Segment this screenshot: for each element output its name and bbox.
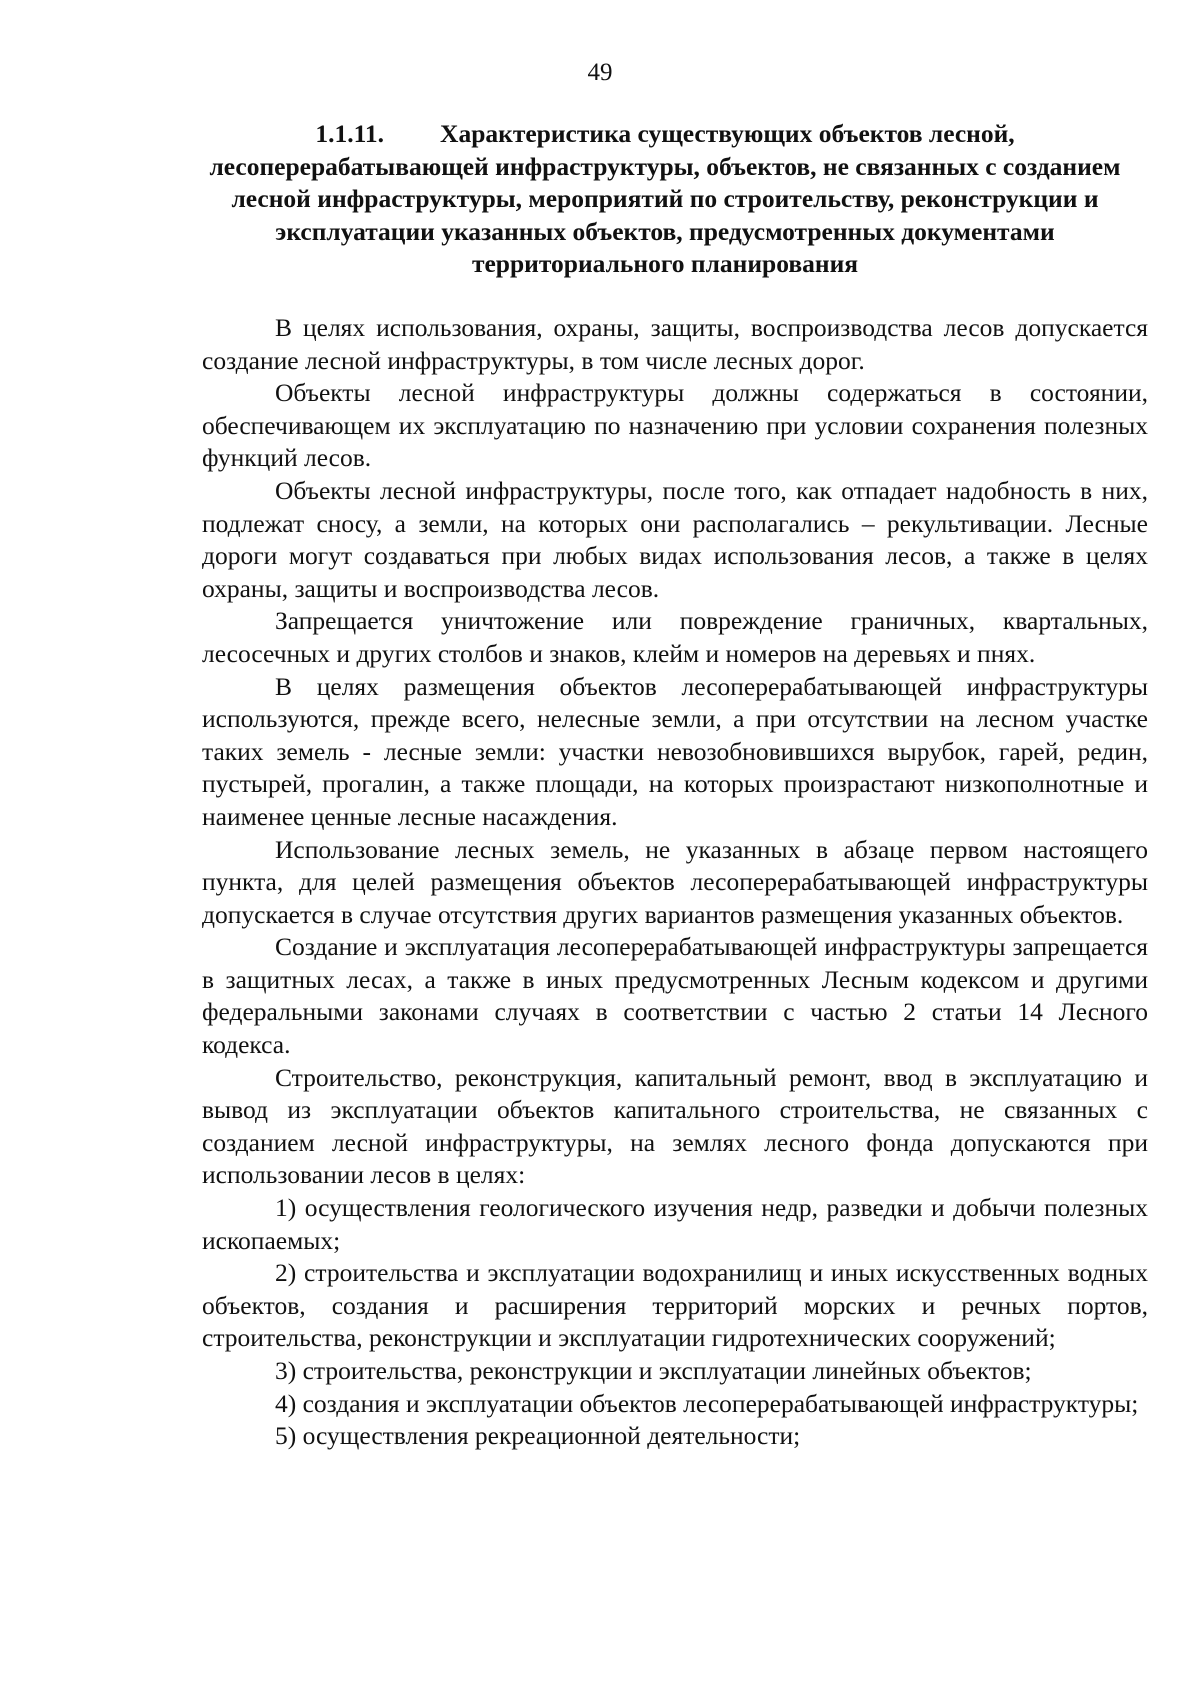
list-item: 4) создания и эксплуатации объектов лесоперерабатывающей инфраструктуры; [275, 1388, 1139, 1418]
paragraph: Запрещается уничтожение или повреждение граничных, квартальных, лесосечных и других столбов и знаков, клейм и номеров на деревьях и пнях. [202, 606, 1148, 668]
list-item: 2) строительства и эксплуатации водохранилищ и иных искусственных водных объектов, создания и расширения территорий морских и речных портов, строительства, реконструкции и эксплуатации гидротехнических сооружений; [202, 1258, 1148, 1353]
list-item: 3) строительства, реконструкции и эксплуатации линейных объектов; [275, 1356, 1032, 1385]
list-item: 5) осуществления рекреационной деятельности; [275, 1421, 801, 1451]
paragraph: Строительство, реконструкция, капитальный ремонт, ввод в эксплуатацию и вывод из эксплуатации объектов капитального строительства, не связанных с созданием лесной инфраструктуры, на землях лесного фонда допускаются при использовании лесов в целях: [202, 1062, 1148, 1190]
section-heading [205, 118, 1125, 281]
paragraph: Создание и эксплуатация лесоперерабатывающей инфраструктуры запрещается в защитных лесах, а также в иных предусмотренных Лесным кодексом и другими федеральными законами случаях в соответствии с частью 2 статьи 14 Лесного кодекса. [202, 932, 1148, 1060]
paragraph: Объекты лесной инфраструктуры, после того, как отпадает надобность в них, подлежат сносу, а земли, на которых они располагались – рекультивации. Лесные дороги могут создаваться при любых видах использования лесов, а также в целях охраны, защиты и воспроизводства лесов. [202, 475, 1148, 603]
paragraph: В целях использования, охраны, защиты, воспроизводства лесов допускается создание лесной инфраструктуры, в том числе лесных дорог. [202, 313, 1148, 375]
page-number: 49 [587, 59, 613, 86]
body-text [202, 312, 1148, 1453]
section-number: 1.1.11. [315, 119, 385, 148]
paragraph: Использование лесных земель, не указанных в абзаце первом настоящего пункта, для целей размещения объектов лесоперерабатывающей инфраструктуры допускается в случае отсутствия других вариантов размещения указанных объектов. [202, 834, 1148, 929]
section-title: Характеристика существующих объектов лесной, лесоперерабатывающей инфраструктуры, объектов, не связанных с созданием лесной инфраструктуры, мероприятий по строительству, реконструкции и эксплуатации указанных объектов, предусмотренных документами территориального планирования [209, 119, 1121, 278]
list-item: 1) осуществления геологического изучения недр, разведки и добычи полезных ископаемых; [202, 1193, 1148, 1255]
paragraph: В целях размещения объектов лесоперерабатывающей инфраструктуры используются, прежде всего, нелесные земли, а при отсутствии на лесном участке таких земель - лесные земли: участки невозобновившихся вырубок, гарей, редин, пустырей, прогалин, а также площади, на которых произрастают низкополнотные и наименее ценные лесные насаждения. [202, 671, 1148, 831]
paragraph: Объекты лесной инфраструктуры должны содержаться в состоянии, обеспечивающем их эксплуатацию по назначению при условии сохранения полезных функций лесов. [202, 378, 1148, 473]
